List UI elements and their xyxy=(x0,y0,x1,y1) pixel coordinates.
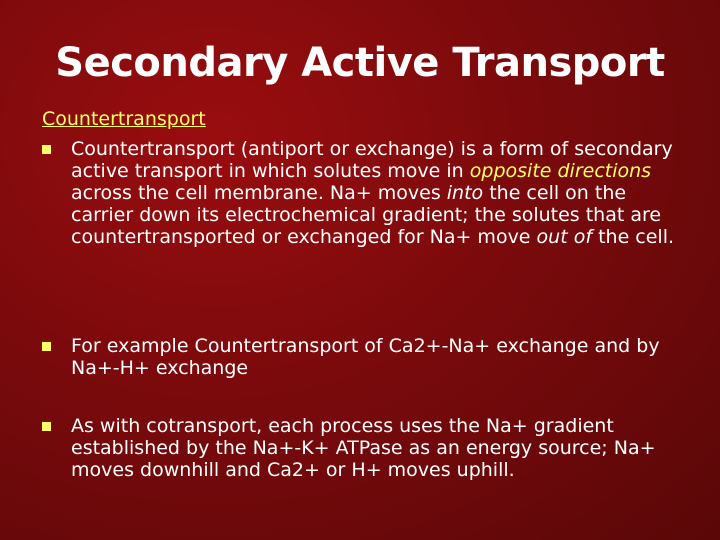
italic-text: out of xyxy=(536,226,593,248)
bullet-text xyxy=(71,138,692,248)
bullet-text: For example Countertransport of Ca2+-Na+ exchange and by Na+-H+ exchange xyxy=(71,335,660,379)
bullet-item xyxy=(42,138,692,248)
highlight-text: opposite directions xyxy=(469,160,652,182)
slide-title: Secondary Active Transport xyxy=(55,40,665,86)
subheading: Countertransport xyxy=(42,108,206,130)
bullet-item xyxy=(42,415,692,481)
bullet-text-segment: Countertransport (antiport or exchange) is a form of secondary active transport in which solutes move in xyxy=(71,138,673,182)
square-bullet-icon xyxy=(42,422,51,431)
bullet-text-segment: the cell on the carrier down its electrochemical gradient; the solutes that are countertransported or exchanged for Na+ move xyxy=(71,182,662,248)
square-bullet-icon xyxy=(42,145,51,154)
bullet-text-segment: the cell. xyxy=(592,226,675,248)
square-bullet-icon xyxy=(42,342,51,351)
italic-text: into xyxy=(446,182,484,204)
bullet-text-segment: across the cell membrane. Na+ moves xyxy=(71,182,447,204)
bullet-text: As with cotransport, each process uses the Na+ gradient established by the Na+-K+ ATPase as an energy source; Na+ moves downhill and Ca2+ or H+ moves uphill. xyxy=(71,415,656,481)
bullet-item xyxy=(42,335,692,379)
